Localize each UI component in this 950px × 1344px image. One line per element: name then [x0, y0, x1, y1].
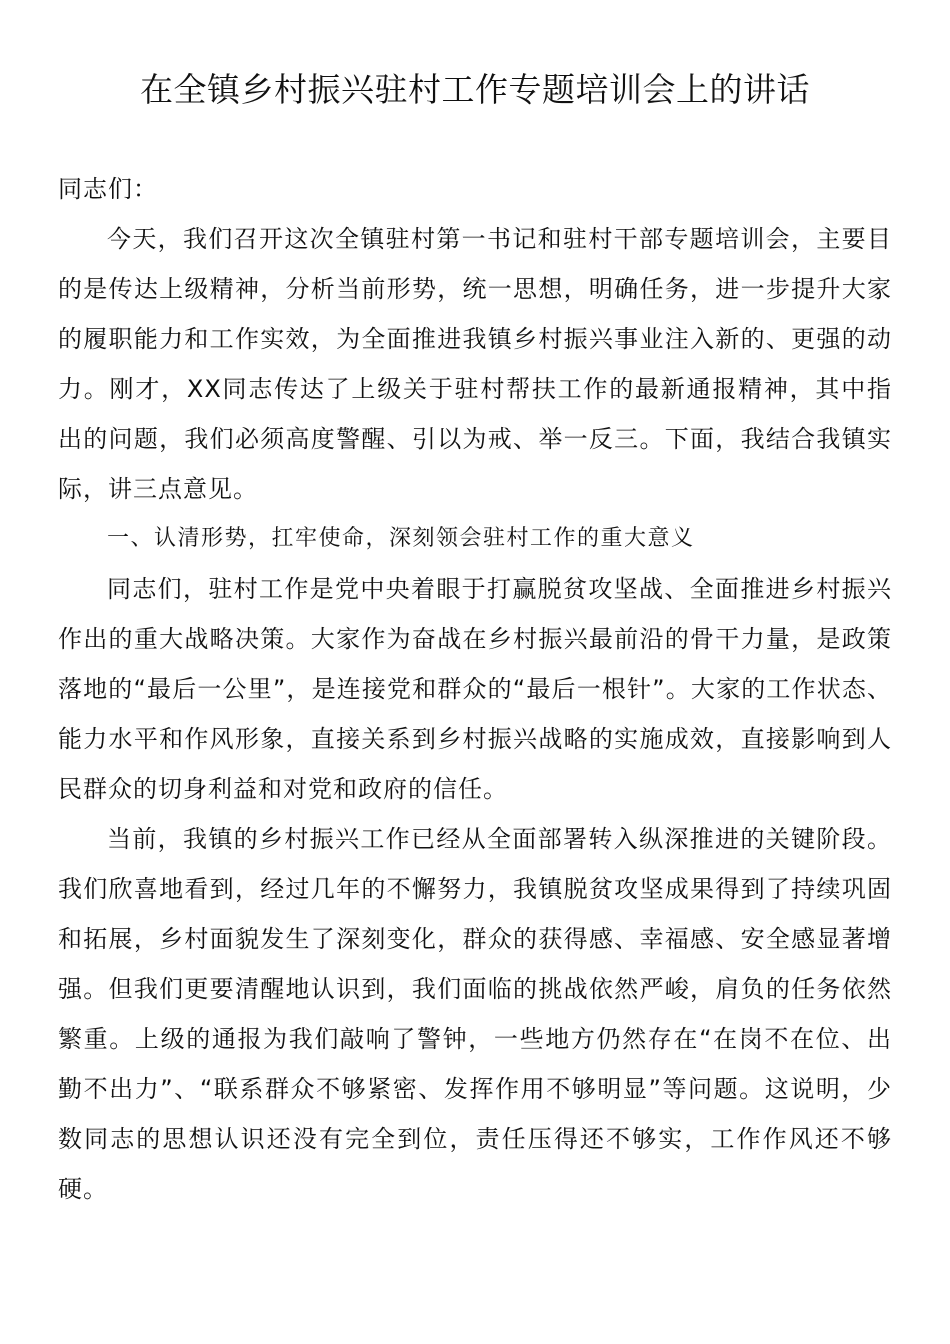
salutation: 同志们：: [58, 175, 158, 203]
document-title: 在全镇乡村振兴驻村工作专题培训会上的讲话: [140, 70, 810, 109]
section1-paragraph-1: 同志们，驻村工作是党中央着眼于打赢脱贫攻坚战、全面推进乡村振兴作出的重大战略决策。大家作为奋战在乡村振兴最前沿的骨干力量，是政策落地的“最后一公里”，是连接党和群众的“最后一根针”。大家的工作状态、能力水平和作风形象，直接关系到乡村振兴战略的实施成效，直接影响到人民群众的切身利益和对党和政府的信任。: [58, 575, 892, 803]
section1-paragraph-2: 当前，我镇的乡村振兴工作已经从全面部署转入纵深推进的关键阶段。我们欣喜地看到，经过几年的不懈努力，我镇脱贫攻坚成果得到了持续巩固和拓展，乡村面貌发生了深刻变化，群众的获得感、幸福感、安全感显著增强。但我们更要清醒地认识到，我们面临的挑战依然严峻，肩负的任务依然繁重。上级的通报为我们敲响了警钟，一些地方仍然存在“在岗不在位、出勤不出力”、“联系群众不够紧密、发挥作用不够明显”等问题。这说明，少数同志的思想认识还没有完全到位，责任压得还不够实，工作作风还不够硬。: [58, 825, 892, 1203]
document-body: [58, 164, 892, 1214]
section-heading-1: 一、认清形势，扛牢使命，深刻领会驻村工作的重大意义: [107, 526, 695, 551]
opening-paragraph: 今天，我们召开这次全镇驻村第一书记和驻村干部专题培训会，主要目的是传达上级精神，分析当前形势，统一思想，明确任务，进一步提升大家的履职能力和工作实效，为全面推进我镇乡村振兴事业注入新的、更强的动力。刚才，XX同志传达了上级关于驻村帮扶工作的最新通报精神，其中指出的问题，我们必须高度警醒、引以为戒、举一反三。下面，我结合我镇实际，讲三点意见。: [58, 225, 892, 503]
